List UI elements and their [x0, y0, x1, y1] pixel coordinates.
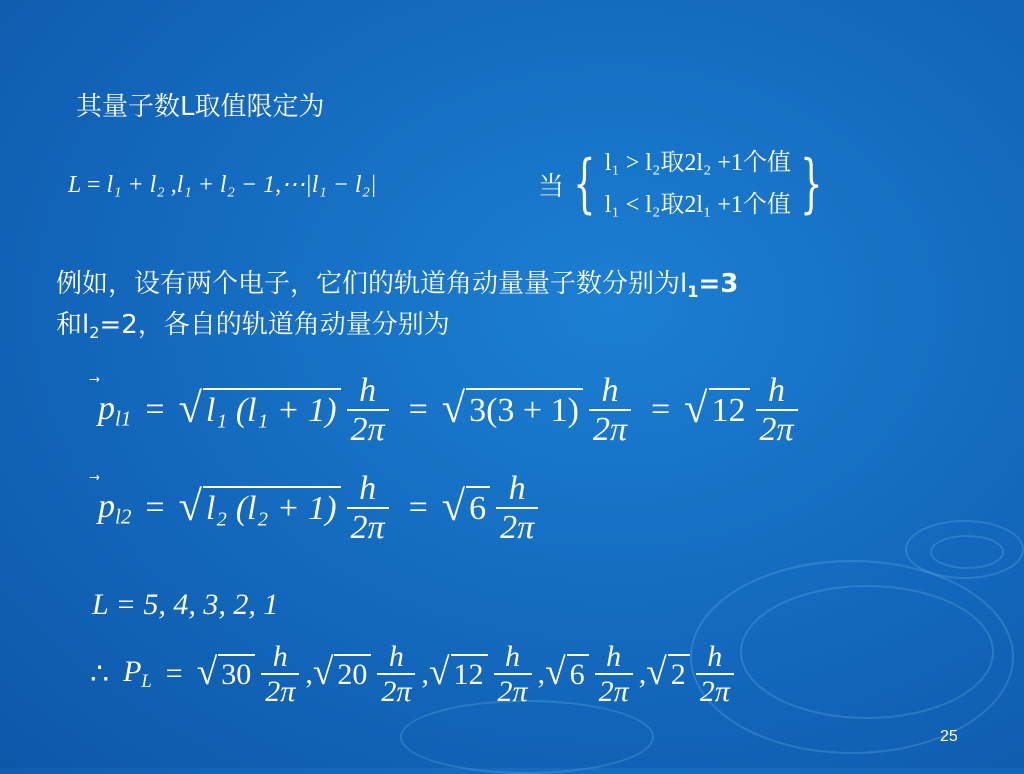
h-over-2pi: $\frac{h}{2\pi}$: [347, 372, 389, 449]
example-line-2-text: =2，各自的轨道角动量分别为: [99, 310, 450, 340]
right-brace: }: [800, 147, 823, 221]
sqrt-expression: √ 20: [313, 654, 372, 694]
l-range-formula: [68, 170, 377, 199]
h-over-2pi: $\frac{h}{2\pi}$: [494, 640, 532, 708]
water-ripple-decoration: [400, 700, 654, 774]
sqrt-expression: √ l₂ (l₂ + 1): [179, 486, 341, 531]
condition-case-2: l₁ < l₂取2l₁ +1个值: [604, 192, 791, 218]
h-over-2pi: $\frac{h}{2\pi}$: [261, 640, 299, 708]
left-brace: {: [573, 147, 596, 221]
sqrt-expression: √ 12: [684, 388, 749, 433]
p-l1-equation: $p_{l1}$ = √ l₁ (l₁ + 1) $\frac{h}{2\pi}$ = √ 3(3 + 1) $\frac{h}{2\pi}$ = √ 12 $\frac{h}{2\pi}$: [98, 372, 804, 449]
sqrt-expression: √ 6: [442, 486, 490, 531]
sqrt-expression: √ 2: [646, 654, 690, 694]
h-over-2pi: $\frac{h}{2\pi}$: [377, 640, 415, 708]
equals-sign: =: [86, 172, 101, 198]
therefore-symbol: ∴: [90, 657, 110, 691]
sqrt-expression: √ l₁ (l₁ + 1): [179, 388, 341, 433]
example-line-2-pre: 和l: [56, 310, 90, 340]
condition-prefix: 当: [538, 171, 565, 202]
page-number: 25: [940, 728, 958, 745]
p-vector-symbol: $p_{l1}$: [98, 389, 132, 431]
condition-case-1: l₁ > l₂取2l₂ +1个值: [604, 150, 791, 176]
p-l2-equation: $p_{l2}$ = √ l₂ (l₂ + 1) $\frac{h}{2\pi}$ = √ 6 $\frac{h}{2\pi}$: [98, 470, 544, 547]
h-over-2pi: $\frac{h}{2\pi}$: [756, 372, 798, 449]
pl-equation: ∴ $P_L$ = √ 30 $\frac{h}{2\pi}$ , √ 20 $\frac{h}{2\pi}$ , √ 12 $\frac{h}{2\pi}$ , √ 6 $\frac{h}{2\pi}$ , √ 2 $\frac{h}{2\pi}$: [90, 640, 740, 708]
pl-symbol: $P_L$: [123, 655, 152, 692]
example-line-2: [56, 304, 450, 342]
example-line-1-text: 例如，设有两个电子，它们的轨道角动量量子数分别为l: [56, 269, 688, 299]
p-vector-symbol: $p_{l2}$: [98, 487, 132, 529]
l-values-line: L = 5, 4, 3, 2, 1: [92, 588, 279, 621]
example-line-2-sub: 2: [89, 323, 100, 343]
h-over-2pi: $\frac{h}{2\pi}$: [696, 640, 734, 708]
example-line-1: [56, 263, 738, 301]
sqrt-expression: √ 6: [545, 654, 589, 694]
h-over-2pi: $\frac{h}{2\pi}$: [347, 470, 389, 547]
example-line-1-end: =3: [698, 269, 739, 299]
sqrt-expression: √ 12: [429, 654, 488, 694]
h-over-2pi: $\frac{h}{2\pi}$: [496, 470, 538, 547]
example-line-1-sub: 1: [687, 282, 699, 302]
sqrt-expression: √ 30: [197, 654, 256, 694]
h-over-2pi: $\frac{h}{2\pi}$: [595, 640, 633, 708]
sqrt-expression: √ 3(3 + 1): [442, 388, 583, 433]
condition-block: [538, 142, 832, 226]
l-range-lhs: L: [68, 172, 81, 198]
h-over-2pi: $\frac{h}{2\pi}$: [589, 372, 631, 449]
slide-title: 其量子数L取值限定为: [76, 92, 325, 122]
l-range-terms: l₁ + l₂ ,l₁ + l₂ − 1,⋯|l₁ − l₂|: [106, 172, 377, 198]
